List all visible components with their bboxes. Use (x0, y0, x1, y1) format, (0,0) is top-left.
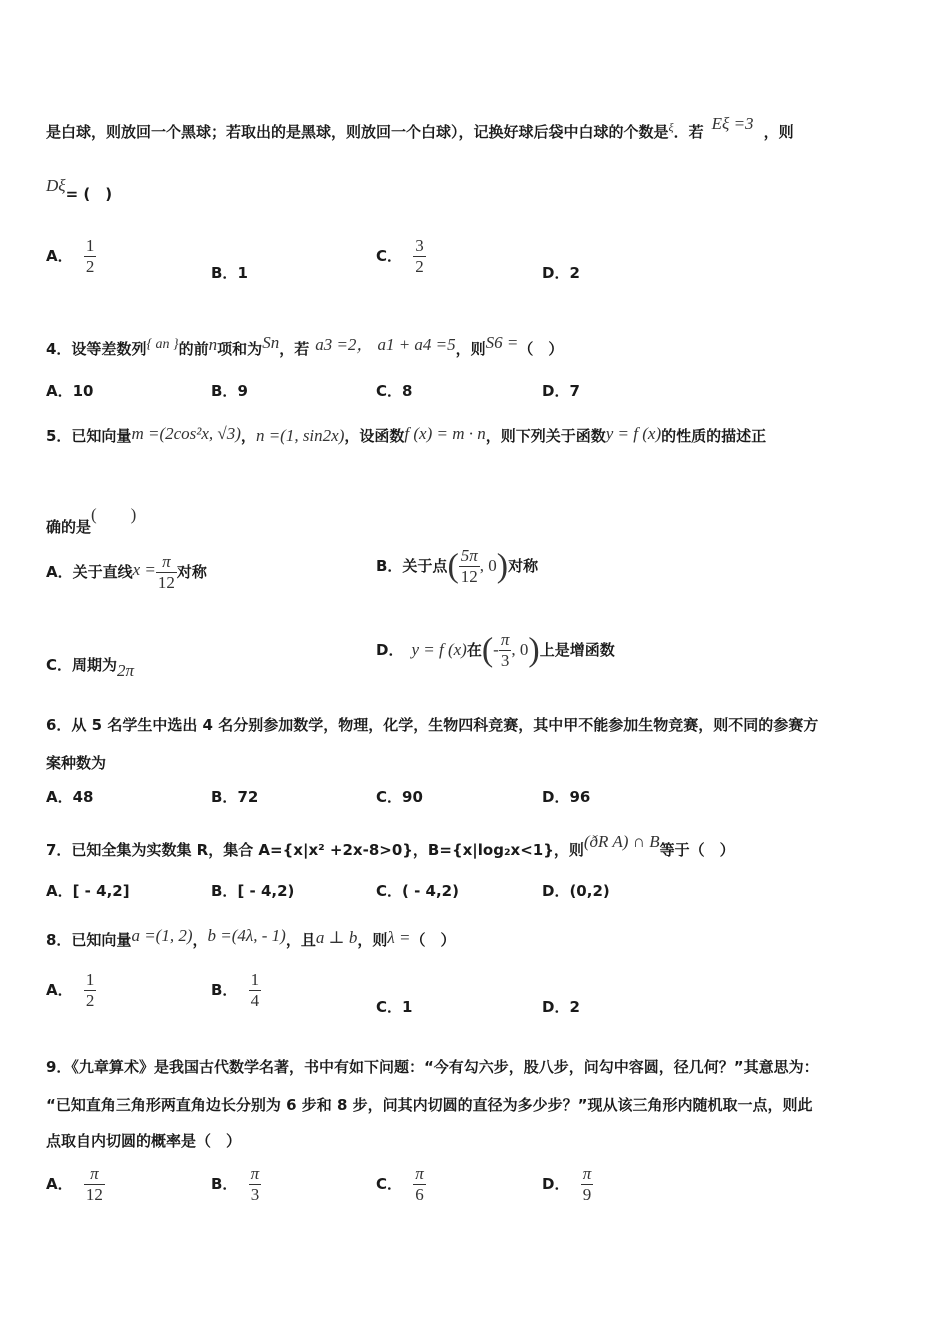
option-value: 2 (569, 264, 580, 282)
condition-a3: a3 =2， (315, 335, 374, 354)
option-label: D． (542, 1175, 570, 1193)
numerator: π (582, 1164, 592, 1183)
q4-stem (46, 330, 563, 359)
q9-stem-line3: 点取自内切圆的概率是（ ） (46, 1132, 242, 1150)
q6-stem-line2: 案种数为 (46, 754, 107, 772)
option-math: , 0 (479, 556, 497, 575)
fraction (84, 1164, 105, 1205)
option-value: 9 (237, 382, 248, 400)
q5-text: 的性质的描述正 (661, 427, 767, 445)
q7-text: 7．已知全集为实数集 R，集合 A={x|x² +2x-8>0}，B={x|log₂x<1}，则 (46, 841, 584, 859)
fraction (581, 1164, 594, 1205)
function-y: y = f (x) (605, 424, 662, 443)
variance-symbol: Dξ (46, 176, 66, 195)
option-value: [ - 4,2) (237, 882, 295, 900)
option-text: C．周期为 (46, 656, 118, 674)
q4-text: 的前 (178, 340, 209, 358)
xi-symbol: ξ (668, 120, 674, 134)
option-text: 上是增函数 (539, 641, 615, 659)
option-text: D． (376, 641, 404, 659)
option-label: A． (46, 788, 73, 806)
q5-stem-line2 (46, 500, 136, 537)
q5-option-c[interactable] (46, 654, 134, 681)
q6-option-a[interactable] (46, 786, 93, 807)
q9-stem-line2: “已知直角三角形两直角边长分别为 6 步和 8 步，问其内切圆的直径为多少步？”现从该三角形内随机取一点，则此 (46, 1096, 813, 1114)
vector-m: m =(2cos²x, √3) (131, 424, 241, 443)
option-label: C． (376, 998, 403, 1016)
option-text: A．关于直线 (46, 563, 133, 581)
q3-tail: = ( ) (65, 185, 113, 203)
q8-option-c[interactable] (376, 996, 412, 1017)
option-label: D． (542, 264, 570, 282)
q8-comma: ， (192, 931, 208, 949)
option-label: B． (211, 981, 238, 999)
q7-option-a[interactable] (46, 880, 130, 901)
q6-option-c[interactable] (376, 786, 423, 807)
q5-text: ，则下列关于函数 (485, 427, 606, 445)
q3-line1 (46, 114, 794, 142)
denominator: 9 (582, 1185, 592, 1204)
option-label: B． (211, 1175, 238, 1193)
option-label: A． (46, 1175, 73, 1193)
q7-option-b[interactable] (211, 880, 294, 901)
numerator: 1 (85, 970, 95, 989)
fraction (84, 236, 97, 277)
q3-line2 (46, 176, 112, 204)
numerator: π (415, 1164, 424, 1183)
q3-ruo: ．若 (673, 123, 704, 141)
q8-prefix: 8．已知向量 (46, 931, 132, 949)
q5-text: 确的是 (46, 518, 92, 536)
option-value: (0,2) (569, 882, 610, 900)
option-label: D． (542, 998, 570, 1016)
option-label: A． (46, 981, 73, 999)
denominator: 3 (250, 1185, 260, 1204)
q8-text: ，且 (285, 931, 316, 949)
denominator: 2 (85, 991, 95, 1010)
denominator: 2 (85, 257, 95, 276)
numerator: 3 (415, 236, 424, 255)
q4-option-b[interactable] (211, 380, 248, 401)
option-label: B． (211, 882, 238, 900)
option-value: 7 (569, 382, 580, 400)
option-label: C． (376, 382, 403, 400)
condition-a1-a4: a1 + a4 =5 (377, 335, 456, 354)
fraction (249, 1164, 262, 1205)
denominator: 6 (415, 1185, 424, 1204)
vector-b: b =(4λ, - 1) (207, 926, 286, 945)
option-value: 1 (402, 998, 413, 1016)
q4-option-a[interactable] (46, 380, 93, 401)
q9-option-b[interactable] (211, 1164, 261, 1205)
q4-text: ，则 (455, 340, 486, 358)
denominator: 12 (85, 1185, 103, 1204)
numerator: 1 (250, 970, 260, 989)
option-text: 在 (466, 641, 482, 659)
q6-option-b[interactable] (211, 786, 258, 807)
option-math: y = f (x) (411, 640, 467, 659)
q7-option-d[interactable] (542, 880, 610, 901)
option-value: 90 (402, 788, 423, 806)
option-math: 2π (117, 661, 135, 680)
q4-text: ，若 (279, 340, 310, 358)
option-value: 48 (72, 788, 94, 806)
denominator: 12 (460, 567, 478, 586)
q5-option-b[interactable] (376, 546, 538, 587)
perpendicular-condition: a ⊥ b (315, 928, 358, 947)
vector-a: a =(1, 2) (131, 926, 193, 945)
numerator: 5π (460, 546, 478, 565)
negative-sign: - (493, 640, 499, 659)
q7-option-c[interactable] (376, 880, 459, 901)
set-expression: (ðR A) ∩ B (583, 832, 660, 851)
option-value: ( - 4,2) (402, 882, 459, 900)
q4-option-c[interactable] (376, 380, 412, 401)
numerator: π (500, 630, 510, 649)
q7-tail: 等于（ ） (659, 841, 735, 859)
q3-option-a[interactable] (46, 236, 96, 277)
q9-option-c[interactable] (376, 1164, 426, 1205)
option-value: [ - 4,2] (72, 882, 130, 900)
option-label: D． (542, 382, 570, 400)
function-f: f (x) = m · n (404, 424, 486, 443)
q7-stem (46, 832, 735, 860)
q5-stem (46, 424, 766, 446)
numerator: π (84, 1164, 105, 1185)
option-value: 10 (72, 382, 94, 400)
q3-text: 是白球，则放回一个黑球；若取出的是黑球，则放回一个白球），记换好球后袋中白球的个数是 (46, 123, 669, 141)
option-value: 1 (237, 264, 248, 282)
option-label: C． (376, 247, 403, 265)
option-label: B． (211, 264, 238, 282)
q5-option-a[interactable] (46, 552, 207, 593)
option-text: 对称 (508, 557, 539, 575)
option-value: 8 (402, 382, 413, 400)
option-label: D． (542, 788, 570, 806)
option-value: 72 (237, 788, 259, 806)
paren-right: ) (496, 547, 509, 585)
denominator: 4 (250, 991, 260, 1010)
q8-option-b[interactable] (211, 970, 261, 1011)
option-label: A． (46, 247, 73, 265)
q6-stem-line1: 6．从 5 名学生中选出 4 名分别参加数学，物理，化学，生物四科竞赛，其中甲不能参加生物竞赛，则不同的参赛方 (46, 716, 819, 734)
q9-option-d[interactable] (542, 1164, 593, 1205)
option-text: B．关于点 (376, 557, 448, 575)
q3-option-b[interactable] (211, 262, 248, 283)
q3-option-d[interactable] (542, 262, 580, 283)
q3-option-c[interactable] (376, 236, 426, 277)
fraction (413, 236, 426, 277)
option-label: C． (376, 1175, 403, 1193)
fraction (84, 970, 97, 1011)
denominator: 2 (415, 257, 424, 276)
q5-text: ，设函数 (344, 427, 405, 445)
numerator: π (156, 552, 177, 573)
option-label: A． (46, 882, 73, 900)
numerator: 1 (85, 236, 95, 255)
option-label: C． (376, 882, 403, 900)
q4-text: 项和为 (217, 340, 263, 358)
q3-ze: ，则 (763, 123, 794, 141)
q5-option-d[interactable] (376, 630, 615, 671)
paren-right: ) (528, 631, 540, 669)
paren-left: ( (447, 547, 459, 585)
numerator: π (250, 1164, 260, 1183)
option-text: 对称 (176, 563, 207, 581)
q8-text: ，则 (357, 931, 388, 949)
lambda-symbol: λ = (387, 928, 411, 947)
option-value: 2 (569, 998, 580, 1016)
q8-tail: （ ） (410, 931, 456, 949)
expectation-condition: Eξ =3 (711, 114, 754, 133)
denominator: 12 (157, 573, 175, 592)
option-label: A． (46, 382, 73, 400)
option-value: 96 (569, 788, 591, 806)
denominator: 3 (500, 651, 510, 670)
q5-prefix: 5．已知向量 (46, 427, 132, 445)
q9-stem-line1: 9．《九章算术》是我国古代数学名著，书中有如下问题：“今有勾六步，股八步，问勾中容圆，径几何？”其意思为： (46, 1058, 819, 1076)
q9-option-a[interactable] (46, 1164, 105, 1205)
sequence-symbol: { an } (146, 337, 179, 352)
s6-symbol: S6 = (485, 333, 519, 352)
fraction (249, 970, 262, 1011)
q4-tail: （ ） (518, 340, 564, 358)
option-label: C． (376, 788, 403, 806)
q5-comma: ， (240, 427, 256, 445)
fraction (156, 552, 177, 593)
q8-stem (46, 926, 455, 950)
paren-left: ( (481, 631, 494, 669)
answer-paren: ( ) (91, 505, 137, 524)
option-label: B． (211, 788, 238, 806)
option-math: x = (132, 560, 156, 579)
fraction (459, 546, 480, 587)
q8-option-a[interactable] (46, 970, 96, 1011)
q8-option-d[interactable] (542, 996, 580, 1017)
q4-prefix: 4．设等差数列 (46, 340, 147, 358)
fraction (499, 630, 512, 671)
n-symbol: n (208, 335, 218, 354)
q6-option-d[interactable] (542, 786, 590, 807)
option-math: , 0 (511, 640, 529, 659)
sn-symbol: Sn (262, 333, 280, 352)
option-label: B． (211, 382, 238, 400)
fraction (413, 1164, 426, 1205)
q4-option-d[interactable] (542, 380, 580, 401)
vector-n: n =(1, sin2x) (255, 426, 345, 445)
option-label: D． (542, 882, 570, 900)
